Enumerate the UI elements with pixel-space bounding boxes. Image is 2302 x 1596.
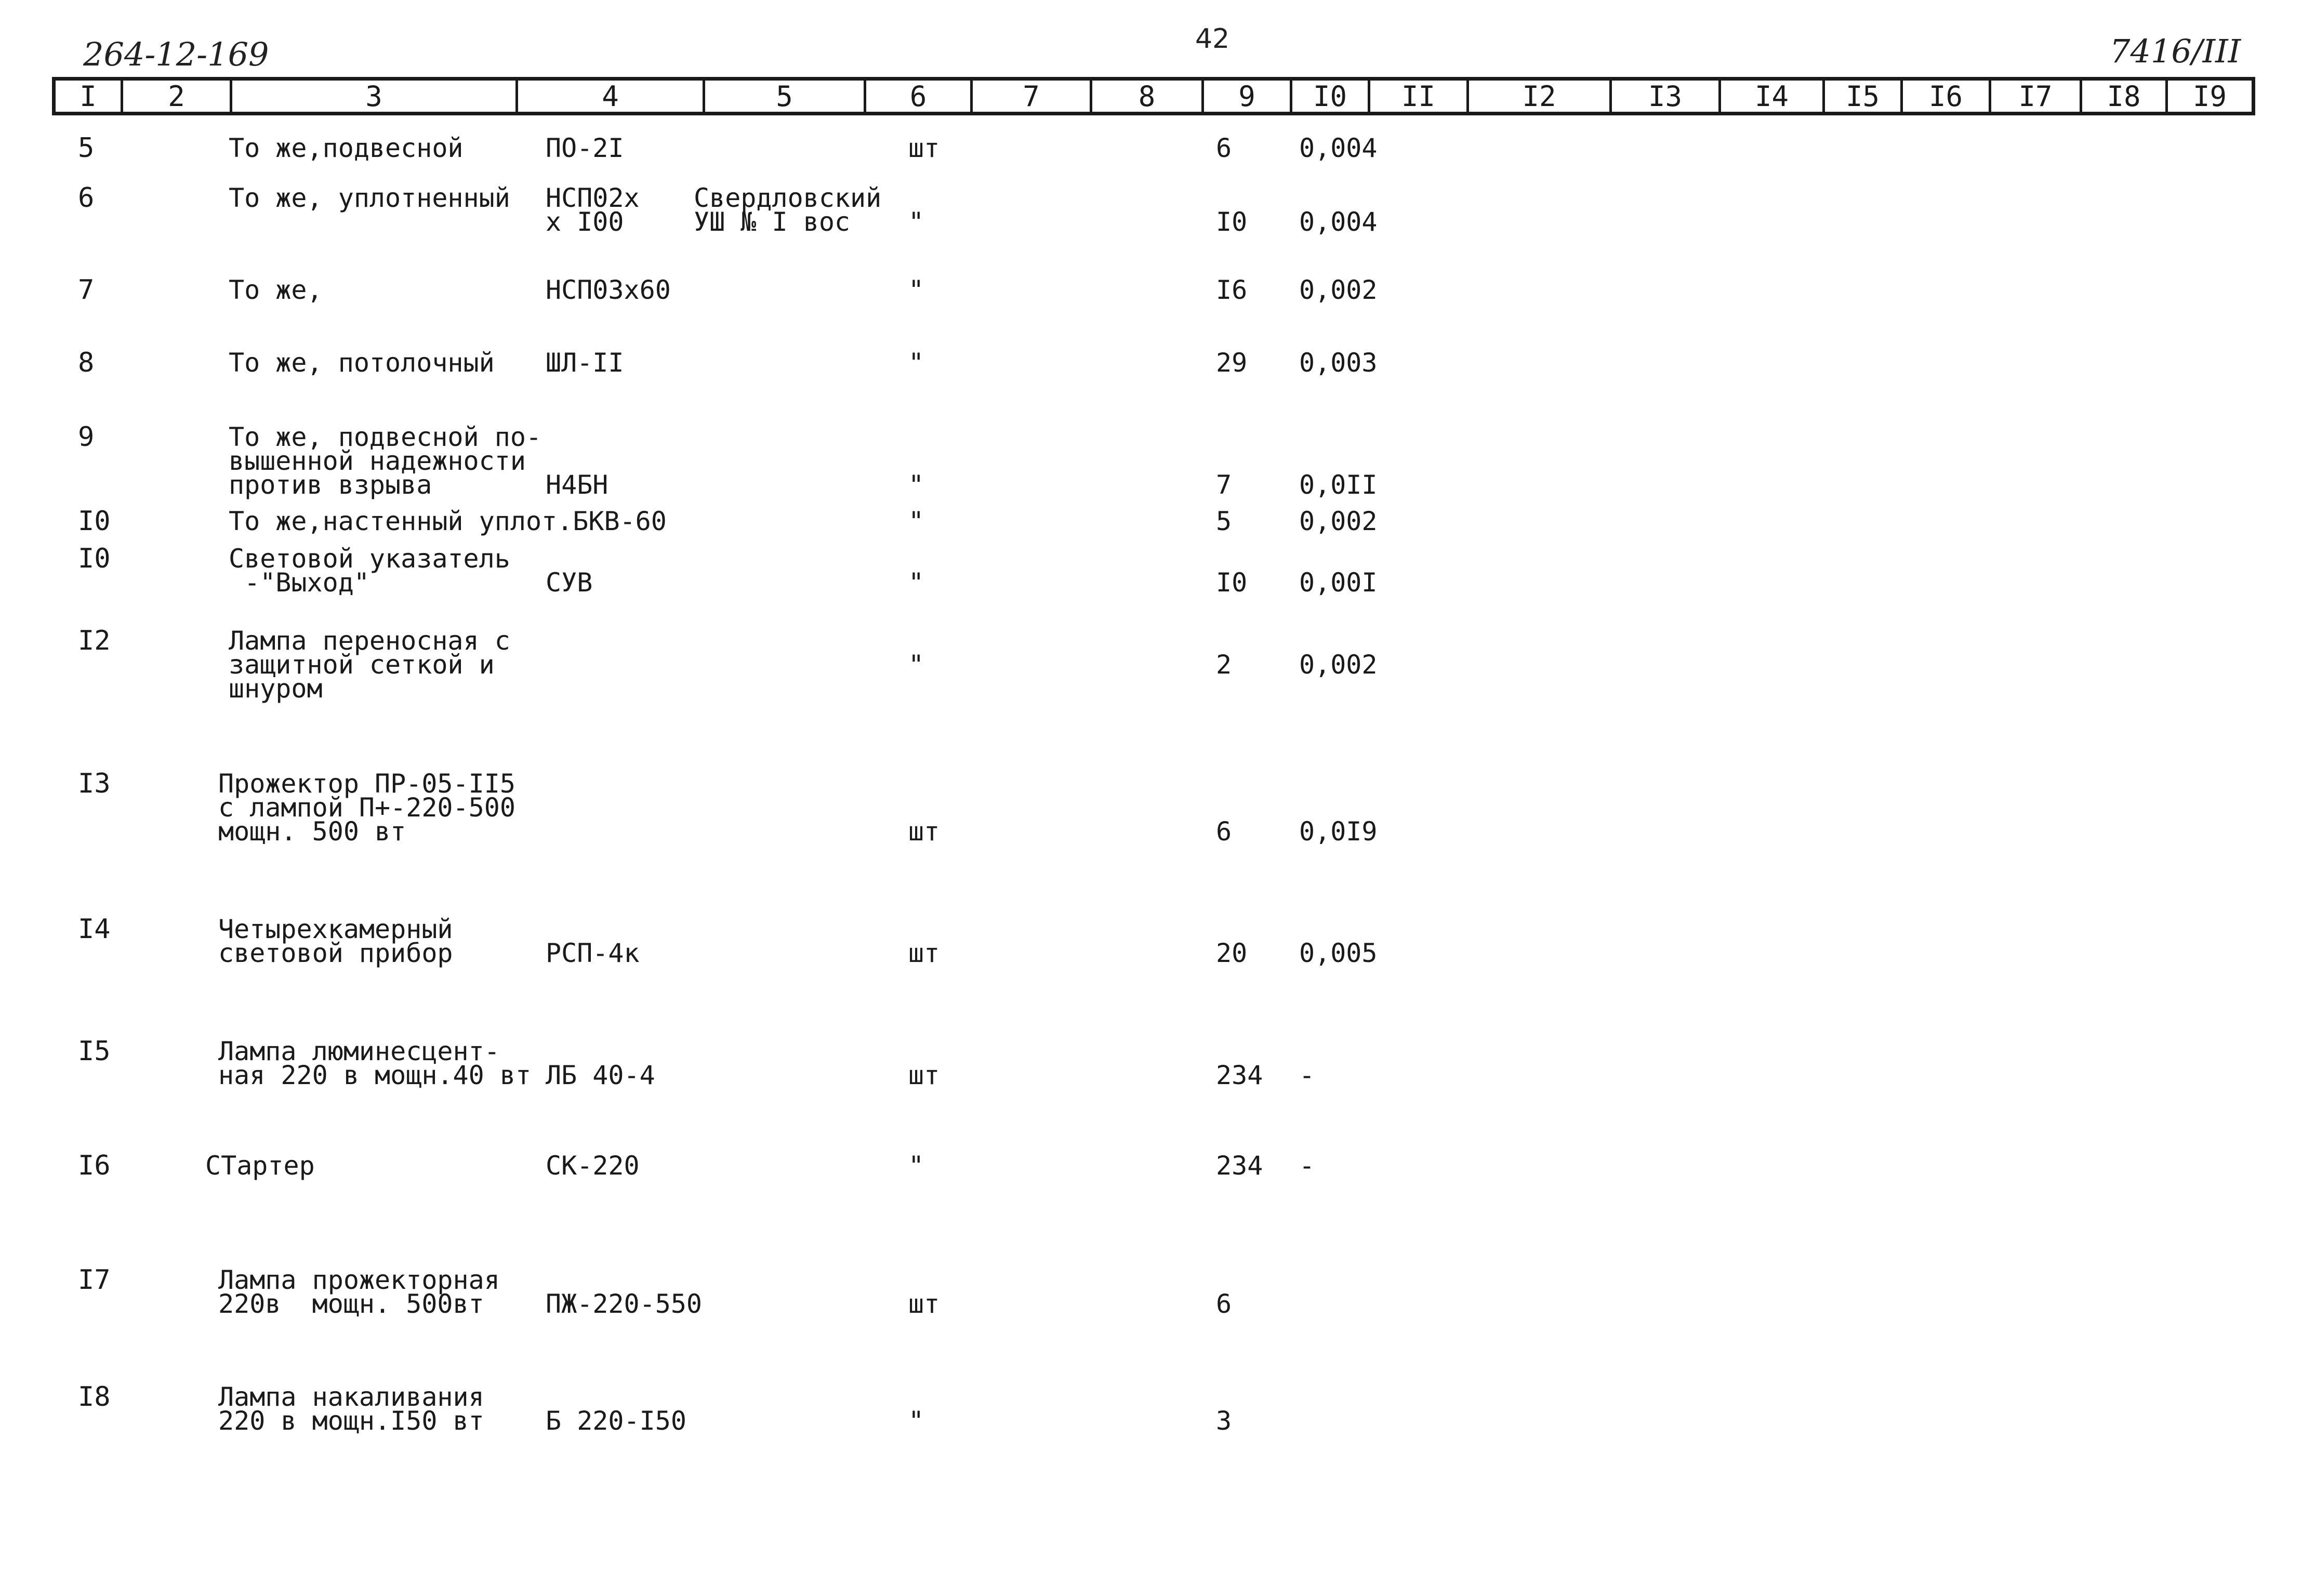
item-name: -"Выход" [229,568,369,598]
row-number: 6 [78,182,95,214]
item-weight: 0,004 [1299,207,1378,237]
item-unit: " [908,1406,924,1436]
item-name: То же,настенный уплот.БКВ-60 [229,506,667,536]
row-number: I2 [78,625,111,656]
column-header-16: I6 [1900,81,1989,112]
item-name: Лампа люминесцент- [218,1036,500,1066]
item-name: Лампа накаливания [218,1382,484,1412]
item-name: СТартер [205,1151,315,1181]
item-weight: - [1299,1060,1315,1090]
item-mark: х I00 [546,207,624,237]
item-name: Лампа переносная с [229,626,510,656]
row-number: I4 [78,914,111,945]
item-quantity: 234 [1216,1151,1263,1181]
item-quantity: 3 [1216,1406,1232,1436]
item-name: Световой указатель [229,544,510,574]
column-header-10: I0 [1290,81,1368,112]
item-unit: шт [908,1060,940,1090]
item-weight: 0,0II [1299,470,1378,500]
column-header-8: 8 [1090,81,1201,112]
item-manufacturer: Свердловский [694,183,882,213]
item-quantity: I0 [1216,207,1248,237]
item-name: вышенной надежности [229,446,526,476]
item-weight: 0,005 [1299,938,1378,968]
item-name: Четырехкамерный [218,914,453,944]
item-weight: 0,003 [1299,348,1378,378]
item-quantity: 6 [1216,133,1232,163]
row-number: 9 [78,421,95,453]
item-mark: ПО-2I [546,133,624,163]
row-number: I5 [78,1036,111,1067]
column-header-15: I5 [1822,81,1900,112]
row-number: I0 [78,543,111,574]
document-code: 264-12-169 [83,35,269,73]
item-unit: шт [908,938,940,968]
column-header-9: 9 [1201,81,1290,112]
column-header-4: 4 [515,81,703,112]
column-header-18: I8 [2080,81,2165,112]
column-header-17: I7 [1989,81,2080,112]
row-number: I3 [78,768,111,799]
item-unit: " [908,275,924,305]
row-number: I0 [78,506,111,537]
item-name: То же, [229,275,323,305]
column-header-row [52,77,2255,115]
item-name: 220в мощн. 500вт [218,1289,484,1319]
item-mark: СК-220 [546,1151,640,1181]
column-header-14: I4 [1718,81,1822,112]
page-number: 42 [1195,23,1230,55]
item-weight: 0,0I9 [1299,816,1378,847]
column-header-11: II [1368,81,1466,112]
item-quantity: 234 [1216,1060,1263,1090]
item-mark: Н4БН [546,470,608,500]
item-name: Прожектор ПР-05-II5 [218,769,515,799]
row-number: 7 [78,274,95,306]
item-quantity: 7 [1216,470,1232,500]
item-quantity: 29 [1216,348,1248,378]
item-quantity: 5 [1216,506,1232,536]
item-name: шнуром [229,674,323,704]
item-name: мощн. 500 вт [218,816,406,847]
column-header-6: 6 [864,81,970,112]
item-quantity: I0 [1216,568,1248,598]
item-quantity: 6 [1216,1289,1232,1319]
item-unit: " [908,348,924,378]
column-header-19: I9 [2165,81,2252,112]
item-mark: НСП03х60 [546,275,671,305]
column-header-7: 7 [970,81,1090,112]
item-name: Лампа прожекторная [218,1265,500,1295]
item-name: То же,подвесной [229,133,464,163]
item-name: с лампой П+-220-500 [218,793,515,823]
column-header-3: 3 [230,81,515,112]
item-name: То же, подвесной по- [229,422,542,452]
column-header-1: I [80,80,97,113]
item-unit: шт [908,1289,940,1319]
item-weight: 0,002 [1299,506,1378,536]
row-number: 5 [78,133,95,164]
item-mark: ПЖ-220-550 [546,1289,703,1319]
item-quantity: I6 [1216,275,1248,305]
item-mark: Б 220-I50 [546,1406,686,1436]
item-unit: " [908,650,924,680]
sheet-code: 7416/III [2110,32,2241,70]
column-header-5: 5 [703,81,864,112]
row-number: I8 [78,1381,111,1413]
item-mark: ЛБ 40-4 [546,1060,655,1090]
item-weight: - [1299,1151,1315,1181]
item-weight: 0,002 [1299,650,1378,680]
item-name: световой прибор [218,938,453,968]
item-name: защитной сеткой и [229,650,495,680]
item-name: ная 220 в мощн.40 вт [218,1060,532,1090]
item-unit: " [908,506,924,536]
item-unit: " [908,1151,924,1181]
row-number: 8 [78,347,95,378]
item-weight: 0,00I [1299,568,1378,598]
item-unit: шт [908,133,940,163]
item-name: То же, потолочный [229,348,495,378]
column-header-2: 2 [121,81,230,112]
item-mark: СУВ [546,568,593,598]
item-quantity: 6 [1216,816,1232,847]
column-header-12: I2 [1466,81,1609,112]
item-unit: " [908,568,924,598]
item-name: То же, уплотненный [229,183,510,213]
item-quantity: 2 [1216,650,1232,680]
item-mark: ШЛ-II [546,348,624,378]
column-header-13: I3 [1609,81,1718,112]
item-manufacturer: УШ № I вос [694,207,851,237]
item-unit: " [908,470,924,500]
row-number: I6 [78,1150,111,1181]
item-unit: " [908,207,924,237]
item-name: против взрыва [229,470,432,500]
item-mark: РСП-4к [546,938,640,968]
item-weight: 0,002 [1299,275,1378,305]
row-number: I7 [78,1264,111,1296]
item-unit: шт [908,816,940,847]
item-weight: 0,004 [1299,133,1378,163]
item-mark: НСП02х [546,183,640,213]
item-name: 220 в мощн.I50 вт [218,1406,484,1436]
item-quantity: 20 [1216,938,1248,968]
